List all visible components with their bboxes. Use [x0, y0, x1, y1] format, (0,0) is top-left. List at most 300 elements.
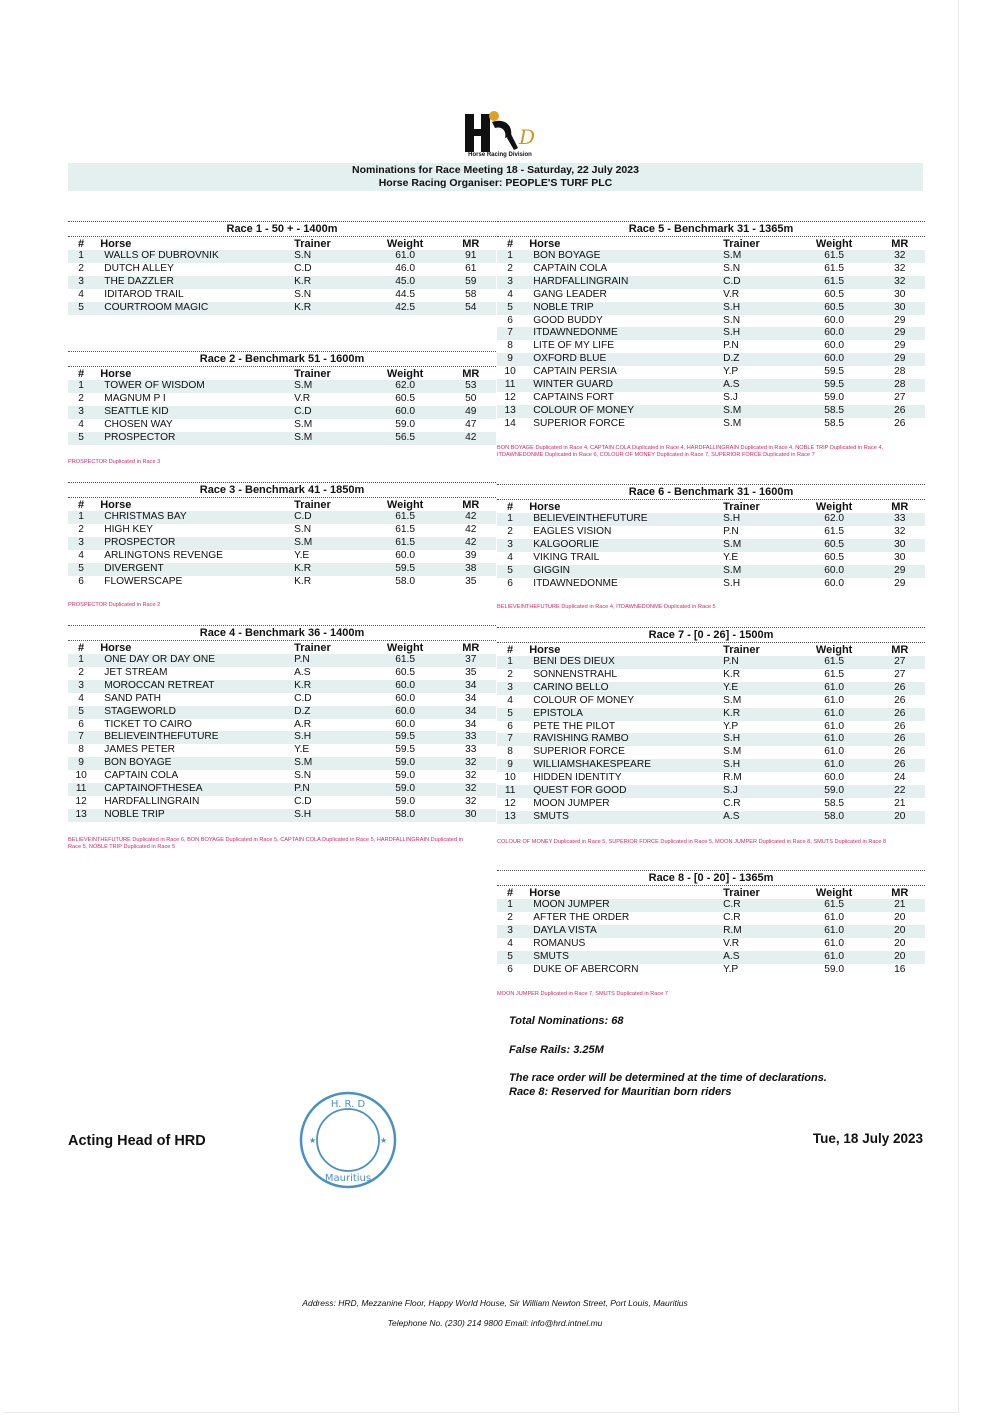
logo-subtitle: Horse Racing Division: [468, 152, 532, 158]
race-4-block: [68, 625, 496, 822]
horse-name-cell: SMUTS: [523, 951, 723, 964]
horse-number-cell: 3: [497, 925, 523, 938]
horse-name-cell: JET STREAM: [104, 666, 168, 678]
horse-name-cell: CARINO BELLO: [523, 682, 723, 695]
table-row: [497, 315, 925, 328]
mr-cell: 22: [875, 785, 926, 798]
race-6-table: [497, 500, 925, 590]
horse-name-cell: IDITAROD TRAIL: [104, 288, 184, 300]
horse-name-cell: BENI DES DIEUX: [523, 656, 723, 669]
horse-name-cell: DAYLA VISTA: [523, 925, 723, 938]
mr-cell: 38: [446, 563, 497, 576]
trainer-cell: S.N: [294, 770, 312, 782]
horse-name-cell: TICKET TO CAIRO: [104, 718, 192, 730]
mr-cell: 21: [875, 899, 926, 912]
horse-number-cell: 1: [68, 380, 94, 393]
trainer-cell: K.R: [294, 680, 365, 693]
weight-cell: 61.5: [824, 525, 845, 537]
race-3-table: [68, 498, 496, 588]
table-row: [497, 938, 925, 951]
horse-name-cell: ARLINGTONS REVENGE: [104, 549, 223, 561]
weight-cell: 60.0: [395, 718, 416, 730]
weight-cell: 60.0: [365, 706, 446, 719]
race-4-duplicate-note: BELIEVEINTHEFUTURE Duplicated in Race 6, BON BOYAGE Duplicated in Race 5, CAPTAIN COLA Duplicated in Race 5, HARDFALLINGRAIN Duplicated in Race 5, NOBLE TRIP Duplicated in Race 5: [68, 837, 463, 850]
table-row: [497, 392, 925, 405]
weight-cell: 61.0: [794, 925, 875, 938]
mr-cell: 91: [446, 250, 497, 263]
trainer-cell: Y.E: [723, 682, 794, 695]
table-row: [497, 912, 925, 925]
mr-cell: 26: [894, 694, 906, 706]
organiser: Horse Racing Organiser: PEOPLE'S TURF PLC: [378, 177, 613, 189]
table-row: [68, 809, 496, 822]
table-row: [497, 379, 925, 392]
mr-cell: 49: [446, 406, 497, 419]
column-header-num: #: [78, 237, 85, 250]
mr-cell: 30: [894, 551, 906, 563]
horse-name-cell: ROMANUS: [533, 937, 586, 949]
table-row: [497, 746, 925, 759]
trainer-cell: P.N: [723, 656, 794, 669]
table-row: [497, 759, 925, 772]
column-header-num: #: [507, 500, 514, 513]
table-row: [68, 537, 496, 550]
horse-name-cell: ONE DAY OR DAY ONE: [94, 654, 294, 667]
mr-cell: 32: [894, 525, 906, 537]
horse-name-cell: PROSPECTOR: [94, 432, 294, 445]
trainer-cell: R.M: [723, 925, 794, 938]
column-header-num: #: [507, 886, 514, 899]
mr-cell: 33: [446, 731, 497, 744]
trainer-cell: S.H: [723, 759, 794, 772]
horse-number-cell: 7: [497, 327, 523, 340]
weight-cell: 58.5: [794, 405, 875, 418]
race-6-block: [497, 484, 925, 590]
horse-number-cell: 8: [507, 746, 513, 758]
horse-number-cell: 6: [507, 314, 513, 326]
table-row: [68, 380, 496, 393]
mr-cell: 26: [875, 759, 926, 772]
table-header-row: [497, 643, 925, 656]
mr-cell: 30: [875, 539, 926, 552]
trainer-cell: R.M: [723, 772, 742, 784]
race-6-title: Race 6 - Benchmark 31 - 1600m: [497, 484, 925, 500]
mr-cell: 20: [894, 937, 906, 949]
mr-cell: 50: [465, 392, 477, 404]
mr-cell: 29: [875, 353, 926, 366]
table-row: [68, 419, 496, 432]
table-row: [68, 667, 496, 680]
table-header-row: [68, 498, 496, 511]
horse-name-cell: CAPTAIN COLA: [533, 262, 608, 274]
race-2-table: [68, 367, 496, 445]
horse-number-cell: 1: [497, 656, 523, 669]
trainer-cell: S.M: [294, 418, 313, 430]
race-8-block: [497, 870, 925, 976]
meeting-title: Nominations for Race Meeting 18 - Saturday, 22 July 2023: [352, 164, 639, 176]
horse-name-cell: COLOUR OF MONEY: [523, 405, 723, 418]
trainer-cell: V.R: [723, 937, 740, 949]
weight-cell: 60.0: [365, 680, 446, 693]
horse-name-cell: DUKE OF ABERCORN: [533, 963, 639, 975]
mr-cell: 29: [875, 565, 926, 578]
horse-name-cell: HIDDEN IDENTITY: [533, 772, 622, 784]
trainer-cell: S.H: [723, 733, 794, 746]
table-row: [497, 327, 925, 340]
table-header-row: [497, 500, 925, 513]
weight-cell: 62.0: [365, 380, 446, 393]
column-header-trainer: Trainer: [294, 367, 331, 380]
column-header-weight: Weight: [386, 641, 424, 654]
horse-number-cell: 12: [75, 795, 87, 807]
trainer-cell: A.S: [294, 666, 311, 678]
trainer-cell: C.D: [723, 276, 794, 289]
mr-cell: 21: [894, 797, 906, 809]
race-3-duplicate-note: PROSPECTOR Duplicated in Race 2: [68, 602, 161, 608]
horse-number-cell: 1: [68, 250, 94, 263]
table-row: [68, 393, 496, 406]
column-header-mr: MR: [462, 641, 480, 654]
horse-name-cell: SEATTLE KID: [94, 406, 294, 419]
column-header-horse: Horse: [100, 237, 132, 250]
table-row: [68, 706, 496, 719]
false-rails: False Rails: 3.25M: [509, 1044, 604, 1056]
trainer-cell: P.N: [294, 654, 365, 667]
horse-number-cell: 10: [504, 772, 516, 784]
table-row: [497, 772, 925, 785]
horse-name-cell: SMUTS: [523, 811, 723, 824]
weight-cell: 60.0: [824, 577, 845, 589]
table-row: [497, 964, 925, 977]
table-row: [497, 276, 925, 289]
mr-cell: 27: [875, 656, 926, 669]
race-1-table: [68, 237, 496, 315]
horse-name-cell: STAGEWORLD: [94, 706, 294, 719]
column-header-trainer: Trainer: [723, 237, 760, 250]
table-row: [497, 656, 925, 669]
mr-cell: 30: [446, 809, 497, 822]
table-row: [497, 552, 925, 565]
footer-contact: Telephone No. (230) 214 9800 Email: info@hrd.intnel.mu: [387, 1318, 603, 1328]
table-row: [68, 731, 496, 744]
table-row: [68, 796, 496, 809]
mr-cell: 26: [894, 720, 906, 732]
weight-cell: 58.0: [365, 809, 446, 822]
column-header-mr: MR: [891, 643, 909, 656]
horse-name-cell: FLOWERSCAPE: [104, 575, 183, 587]
race-5-duplicate-note: BON BOYAGE Duplicated in Race 4, CAPTAIN COLA Duplicated in Race 4, HARDFALLINGRAIN Duplicated in Race 4, NOBLE TRIP Duplicated in Race 4, ITDAWNEDONME Duplicated in Race 6, COLOUR OF MONEY Duplicated in Race 7, SUPERIOR FORCE Duplicated in Race 7: [497, 445, 884, 458]
weight-cell: 60.0: [824, 340, 845, 352]
mr-cell: 29: [894, 577, 906, 589]
race-2-duplicate-note: PROSPECTOR Duplicated in Race 3: [68, 459, 161, 465]
trainer-cell: S.H: [723, 302, 794, 315]
mr-cell: 47: [465, 418, 477, 430]
horse-number-cell: 13: [497, 405, 523, 418]
mr-cell: 26: [875, 708, 926, 721]
horse-number-cell: 6: [78, 718, 84, 730]
horse-name-cell: TOWER OF WISDOM: [94, 380, 294, 393]
horse-number-cell: 5: [68, 706, 94, 719]
horse-name-cell: VIKING TRAIL: [533, 551, 600, 563]
trainer-cell: S.M: [294, 432, 365, 445]
weight-cell: 59.0: [824, 963, 845, 975]
race-5-block: [497, 221, 925, 431]
horse-name-cell: BELIEVEINTHEFUTURE: [94, 731, 294, 744]
horse-number-cell: 2: [507, 525, 513, 537]
horse-number-cell: 4: [78, 418, 84, 430]
trainer-cell: V.R: [294, 392, 311, 404]
trainer-cell: S.J: [723, 785, 794, 798]
horse-name-cell: JAMES PETER: [104, 744, 175, 756]
horse-name-cell: MOON JUMPER: [523, 899, 723, 912]
trainer-cell: S.J: [723, 391, 738, 403]
horse-name-cell: BON BOYAGE: [94, 757, 294, 770]
weight-cell: 56.5: [365, 432, 446, 445]
horse-number-cell: 6: [78, 575, 84, 587]
race-6-duplicate-note: BELIEVEINTHEFUTURE Duplicated in Race 4, ITDAWNEDONME Duplicated in Race 5: [497, 604, 716, 610]
mr-cell: 24: [894, 772, 906, 784]
horse-number-cell: 5: [497, 565, 523, 578]
horse-name-cell: SUPERIOR FORCE: [533, 746, 625, 758]
weight-cell: 60.0: [824, 314, 845, 326]
trainer-cell: K.R: [723, 708, 794, 721]
horse-number-cell: 2: [507, 668, 513, 680]
race-1-title: Race 1 - 50 + - 1400m: [68, 221, 496, 237]
horse-number-cell: 2: [507, 911, 513, 923]
trainer-cell: C.D: [294, 795, 312, 807]
table-row: [497, 340, 925, 353]
trainer-cell: C.R: [723, 911, 741, 923]
table-row: [68, 511, 496, 524]
column-header-horse: Horse: [529, 237, 561, 250]
horse-number-cell: 11: [497, 785, 523, 798]
horse-name-cell: NOBLE TRIP: [523, 302, 723, 315]
trainer-cell: S.N: [294, 523, 312, 535]
weight-cell: 59.5: [395, 744, 416, 756]
table-row: [497, 733, 925, 746]
trainer-cell: S.M: [723, 746, 742, 758]
table-row: [497, 785, 925, 798]
trainer-cell: S.M: [723, 565, 794, 578]
horse-name-cell: HIGH KEY: [104, 523, 153, 535]
column-header-horse: Horse: [100, 641, 132, 654]
horse-number-cell: 6: [507, 720, 513, 732]
mr-cell: 32: [446, 757, 497, 770]
column-header-num: #: [78, 498, 85, 511]
table-row: [497, 695, 925, 708]
trainer-cell: K.R: [723, 668, 741, 680]
horse-name-cell: DIVERGENT: [94, 563, 294, 576]
race-3-title: Race 3 - Benchmark 41 - 1850m: [68, 482, 496, 498]
horse-number-cell: 6: [507, 963, 513, 975]
column-header-mr: MR: [891, 237, 909, 250]
horse-number-cell: 13: [68, 809, 94, 822]
horse-number-cell: 2: [78, 392, 84, 404]
trainer-cell: Y.P: [723, 366, 739, 378]
weight-cell: 60.0: [794, 327, 875, 340]
horse-number-cell: 13: [497, 811, 523, 824]
weight-cell: 60.5: [395, 392, 416, 404]
column-header-mr: MR: [891, 886, 909, 899]
mr-cell: 29: [875, 327, 926, 340]
weight-cell: 61.0: [824, 720, 845, 732]
mr-cell: 32: [465, 770, 477, 782]
race-7-table: [497, 643, 925, 824]
mr-cell: 32: [465, 795, 477, 807]
mr-cell: 30: [894, 288, 906, 300]
table-row: [68, 770, 496, 783]
total-nominations: Total Nominations: 68: [509, 1015, 624, 1027]
mr-cell: 20: [875, 925, 926, 938]
horse-number-cell: 3: [68, 537, 94, 550]
column-header-trainer: Trainer: [294, 641, 331, 654]
mr-cell: 16: [894, 963, 906, 975]
horse-name-cell: BON BOYAGE: [523, 250, 723, 263]
table-row: [497, 289, 925, 302]
mr-cell: 35: [465, 666, 477, 678]
trainer-cell: P.N: [294, 783, 365, 796]
weight-cell: 60.5: [794, 539, 875, 552]
weight-cell: 60.5: [824, 551, 845, 563]
weight-cell: 61.0: [824, 694, 845, 706]
weight-cell: 59.0: [395, 770, 416, 782]
trainer-cell: S.H: [723, 513, 794, 526]
horse-number-cell: 1: [68, 511, 94, 524]
race-3-block: [68, 482, 496, 588]
mr-cell: 20: [894, 911, 906, 923]
table-row: [497, 302, 925, 315]
horse-number-cell: 8: [507, 340, 513, 352]
horse-name-cell: EAGLES VISION: [533, 525, 612, 537]
column-header-trainer: Trainer: [723, 886, 760, 899]
weight-cell: 59.0: [365, 783, 446, 796]
horse-number-cell: 2: [78, 666, 84, 678]
table-header-row: [68, 237, 496, 250]
column-header-mr: MR: [891, 500, 909, 513]
mr-cell: 42: [446, 511, 497, 524]
weight-cell: 58.5: [824, 417, 845, 429]
table-row: [68, 576, 496, 589]
race-5-table: [497, 237, 925, 431]
horse-name-cell: EPISTOLA: [523, 708, 723, 721]
mr-cell: 34: [465, 692, 477, 704]
horse-name-cell: HARDFALLINGRAIN: [104, 795, 200, 807]
mr-cell: 27: [894, 668, 906, 680]
horse-number-cell: 14: [504, 417, 516, 429]
mr-cell: 26: [875, 733, 926, 746]
trainer-cell: S.N: [723, 262, 741, 274]
race-8-table: [497, 886, 925, 976]
horse-number-cell: 5: [68, 302, 94, 315]
column-header-weight: Weight: [386, 237, 424, 250]
table-row: [497, 526, 925, 539]
trainer-cell: K.R: [294, 563, 365, 576]
table-header-row: [497, 237, 925, 250]
column-header-trainer: Trainer: [294, 237, 331, 250]
race-5-title: Race 5 - Benchmark 31 - 1365m: [497, 221, 925, 237]
weight-cell: 61.5: [365, 511, 446, 524]
weight-cell: 59.5: [824, 366, 845, 378]
column-header-mr: MR: [462, 498, 480, 511]
mr-cell: 59: [446, 276, 497, 289]
trainer-cell: S.M: [723, 417, 742, 429]
table-row: [497, 578, 925, 591]
column-header-num: #: [78, 367, 85, 380]
table-row: [497, 263, 925, 276]
trainer-cell: Y.P: [723, 963, 739, 975]
column-header-num: #: [507, 643, 514, 656]
trainer-cell: C.D: [294, 406, 365, 419]
column-header-mr: MR: [462, 367, 480, 380]
horse-number-cell: 12: [504, 797, 516, 809]
horse-number-cell: 7: [68, 731, 94, 744]
horse-number-cell: 3: [497, 276, 523, 289]
weight-cell: 61.0: [794, 951, 875, 964]
column-header-trainer: Trainer: [723, 500, 760, 513]
mr-cell: 61: [465, 262, 477, 274]
weight-cell: 60.5: [395, 666, 416, 678]
column-header-mr: MR: [462, 237, 480, 250]
weight-cell: 60.0: [395, 549, 416, 561]
horse-number-cell: 5: [68, 563, 94, 576]
table-row: [68, 680, 496, 693]
horse-number-cell: 12: [504, 391, 516, 403]
mr-cell: 32: [875, 250, 926, 263]
table-header-row: [68, 367, 496, 380]
weight-cell: 58.0: [794, 811, 875, 824]
table-row: [68, 563, 496, 576]
mr-cell: 37: [446, 654, 497, 667]
weight-cell: 61.0: [794, 708, 875, 721]
horse-name-cell: CAPTAINS FORT: [533, 391, 614, 403]
horse-number-cell: 5: [497, 708, 523, 721]
table-row: [497, 951, 925, 964]
mr-cell: 26: [875, 682, 926, 695]
horse-number-cell: 11: [497, 379, 523, 392]
mr-cell: 58: [465, 288, 477, 300]
table-row: [497, 669, 925, 682]
horse-name-cell: SUPERIOR FORCE: [533, 417, 625, 429]
horse-name-cell: COURTROOM MAGIC: [94, 302, 294, 315]
mr-cell: 30: [875, 302, 926, 315]
trainer-cell: A.R: [294, 718, 312, 730]
horse-number-cell: 7: [497, 733, 523, 746]
trainer-cell: A.S: [723, 811, 794, 824]
table-row: [497, 682, 925, 695]
race-7-title: Race 7 - [0 - 26] - 1500m: [497, 627, 925, 643]
trainer-cell: Y.P: [723, 720, 739, 732]
horse-number-cell: 4: [78, 549, 84, 561]
race-8-title: Race 8 - [0 - 20] - 1365m: [497, 870, 925, 886]
weight-cell: 61.0: [794, 733, 875, 746]
mr-cell: 32: [446, 783, 497, 796]
footer-address: Address: HRD, Mezzanine Floor, Happy World House, Sir William Newton Street, Port Louis, Mauritius: [302, 1298, 688, 1308]
horse-name-cell: ITDAWNEDONME: [523, 327, 723, 340]
table-row: [68, 654, 496, 667]
horse-name-cell: CHOSEN WAY: [104, 418, 173, 430]
horse-number-cell: 4: [78, 288, 84, 300]
horse-name-cell: MAGNUM P I: [104, 392, 166, 404]
trainer-cell: C.D: [294, 692, 312, 704]
horse-name-cell: QUEST FOR GOOD: [523, 785, 723, 798]
horse-name-cell: DUTCH ALLEY: [104, 262, 174, 274]
horse-number-cell: 4: [507, 937, 513, 949]
weight-cell: 61.0: [794, 682, 875, 695]
race-7-duplicate-note: COLOUR OF MONEY Duplicated in Race 5, SUPERIOR FORCE Duplicated in Race 5, MOON JUMPER Duplicated in Race 8, SMUTS Duplicated in Race 8: [497, 839, 887, 845]
horse-name-cell: GIGGIN: [523, 565, 723, 578]
horse-name-cell: HARDFALLINGRAIN: [523, 276, 723, 289]
mr-cell: 42: [446, 537, 497, 550]
